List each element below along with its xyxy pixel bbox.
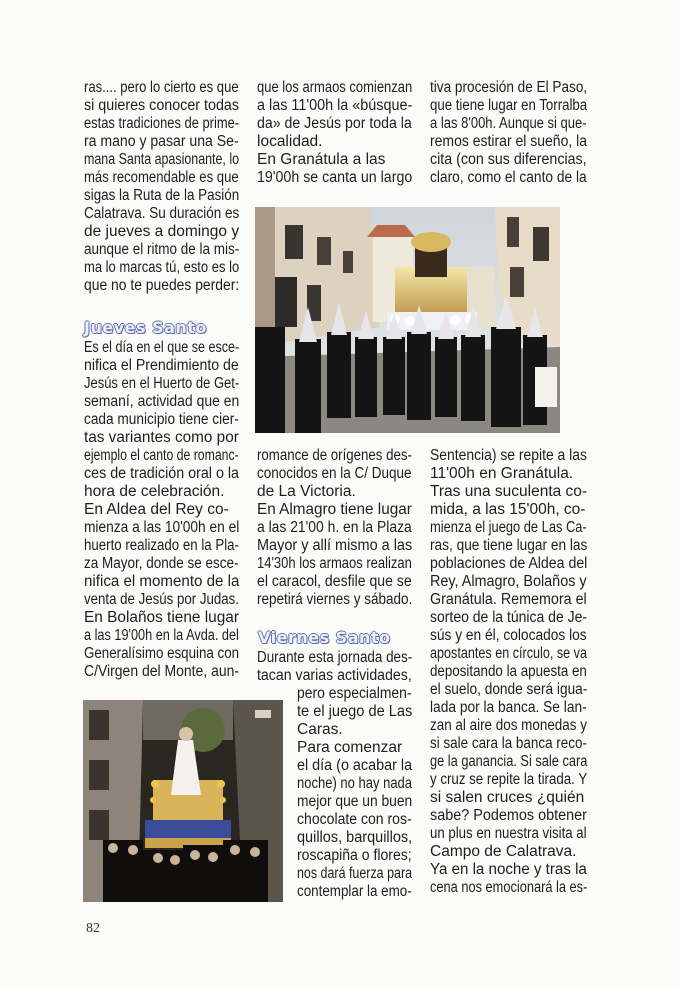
text-line: a las 8'00h. Aunque si que- — [430, 115, 587, 132]
text-line: ge la ganancia. Si sale cara — [430, 753, 588, 770]
text-line: repetirá viernes y sábado. — [257, 591, 413, 608]
text-line: Jesús en el Huerto de Get- — [84, 375, 240, 392]
text-line: Durante esta jornada des- — [257, 649, 413, 666]
text-line: ces de tradición oral o la — [84, 465, 240, 482]
text-line: Rey, Almagro, Bolaños y — [430, 573, 587, 590]
text-line: de La Victoria. — [257, 483, 356, 500]
text-line: tacan varias actividades, — [257, 667, 412, 684]
text-line: Generalísimo esquina con — [84, 645, 240, 662]
text-line: hora de celebración. — [84, 483, 225, 500]
text-line: roscapiña o flores; — [297, 847, 412, 864]
text-line: En Aldea del Rey co- — [84, 501, 229, 518]
text-line: 14'30h los armaos realizan — [257, 555, 412, 572]
text-line: En Granátula a las — [257, 151, 386, 168]
procession-photo-night — [83, 700, 283, 902]
text-line: romance de orígenes des- — [257, 447, 412, 464]
text-line: el día (o acabar la — [297, 757, 413, 774]
text-line: si sale cara la banca reco- — [430, 735, 587, 752]
text-line: Sentencia) se repite a las — [430, 447, 587, 464]
text-line: claro, como el canto de la — [430, 169, 587, 186]
text-line: mienza el juego de Las Ca- — [430, 519, 587, 536]
text-line: a las 19'00h en la Avda. del — [84, 627, 239, 644]
text-line: que tiene lugar en Torralba — [430, 97, 588, 114]
text-line: da» de Jesús por toda la — [257, 115, 412, 132]
text-line: conocidos en la C/ Duque — [257, 465, 412, 482]
text-line: ejemplo el canto de romanc- — [84, 447, 239, 464]
text-line: Granátula. Rememora el — [430, 591, 587, 608]
text-line: sigas la Ruta de la Pasión — [84, 187, 240, 204]
text-line: za Mayor, donde se esce- — [84, 555, 239, 572]
text-line: cena nos emocionará la es- — [430, 879, 588, 896]
text-line: En Bolaños tiene lugar — [84, 609, 239, 626]
text-line: Es el día en el que se esce- — [84, 339, 240, 356]
text-line: Tras una suculenta co- — [430, 483, 588, 500]
page-number: 82 — [86, 921, 100, 936]
heading-viernes-santo: Viernes Santo — [258, 628, 391, 647]
text-line: remos estirar el sueño, la — [430, 133, 588, 150]
text-line: Caras. — [297, 721, 343, 738]
text-line: poblaciones de Aldea del — [430, 555, 588, 572]
text-line: apostantes en círculo, se va — [430, 645, 588, 662]
heading-jueves-santo: Jueves Santo — [84, 318, 207, 337]
text-line: el suelo, donde será igua- — [430, 681, 588, 698]
text-line: que los armaos comienzan — [257, 79, 413, 96]
text-line: el caracol, desfile que se — [257, 573, 412, 590]
text-line: quillos, barquillos, — [297, 829, 413, 846]
text-line: sús y en él, colocados los — [430, 627, 587, 644]
text-line: mienza a las 10'00h en el — [84, 519, 240, 536]
text-line: estas tradiciones de prime- — [84, 115, 240, 132]
text-line: a las 11'00h la «búsque- — [257, 97, 413, 114]
text-line: lada por la banca. Se lan- — [430, 699, 587, 716]
text-line: 11'00h en Granátula. — [430, 465, 574, 482]
text-line: En Almagro tiene lugar — [257, 501, 412, 518]
text-line: C/Virgen del Monte, aun- — [84, 663, 240, 680]
text-line: que no te puedes perder: — [84, 277, 240, 294]
text-line: tas variantes como por — [84, 429, 239, 446]
text-line: noche) no hay nada — [297, 775, 413, 792]
text-line: ras, que tiene lugar en las — [430, 537, 588, 554]
text-line: localidad. — [257, 133, 323, 150]
text-line: pero especialmen- — [297, 685, 412, 702]
text-line: Calatrava. Su duración es — [84, 205, 240, 222]
text-line: cada municipio tiene cier- — [84, 411, 239, 428]
text-line: si quieres conocer todas — [84, 97, 240, 114]
text-line: chocolate con ros- — [297, 811, 412, 828]
text-line: mida, a las 15'00h, co- — [430, 501, 586, 518]
text-line: contemplar la emo- — [297, 883, 412, 900]
text-line: sorteo de la túnica de Je- — [430, 609, 588, 626]
text-line: zan al aire dos monedas y — [430, 717, 587, 734]
text-line: tiva procesión de El Paso, — [430, 79, 588, 96]
text-line: y cruz se repite la tirada. Y — [430, 771, 588, 788]
text-line: si salen cruces ¿quién — [430, 789, 585, 806]
text-line: un plus en nuestra visita al — [430, 825, 587, 842]
text-line: nifica el Prendimiento de — [84, 357, 239, 374]
text-line: a las 21'00 h. en la Plaza — [257, 519, 412, 536]
text-line: semaní, actividad que en — [84, 393, 240, 410]
text-line: ras.... pero lo cierto es que — [84, 79, 239, 96]
text-line: 19'00h se canta un largo — [257, 169, 413, 186]
text-line: mana Santa apasionante, lo — [84, 151, 240, 168]
procession-photo-street — [255, 207, 560, 433]
text-line: sabe? Podemos obtener — [430, 807, 587, 824]
text-line: Campo de Calatrava. — [430, 843, 577, 860]
text-line: nos dará fuerza para — [297, 865, 413, 882]
text-line: ra mano y pasar una Se- — [84, 133, 239, 150]
text-line: ma lo marcas tú, esto es lo — [84, 259, 240, 276]
text-line: más recomendable es que — [84, 169, 239, 186]
text-line: Ya en la noche y tras la — [430, 861, 587, 878]
text-line: cita (con sus diferencias, — [430, 151, 587, 168]
text-line: venta de Jesús por Judas. — [84, 591, 239, 608]
text-line: depositando la apuesta en — [430, 663, 587, 680]
text-line: te el juego de Las — [297, 703, 413, 720]
text-line: de jueves a domingo y — [84, 223, 240, 240]
text-line: nifica el momento de la — [84, 573, 240, 590]
text-line: mejor que un buen — [297, 793, 413, 810]
text-line: huerto realizado en la Pla- — [84, 537, 239, 554]
text-line: Para comenzar — [297, 739, 403, 756]
text-line: Mayor y allí mismo a las — [257, 537, 413, 554]
text-line: aunque el ritmo de la mis- — [84, 241, 240, 258]
